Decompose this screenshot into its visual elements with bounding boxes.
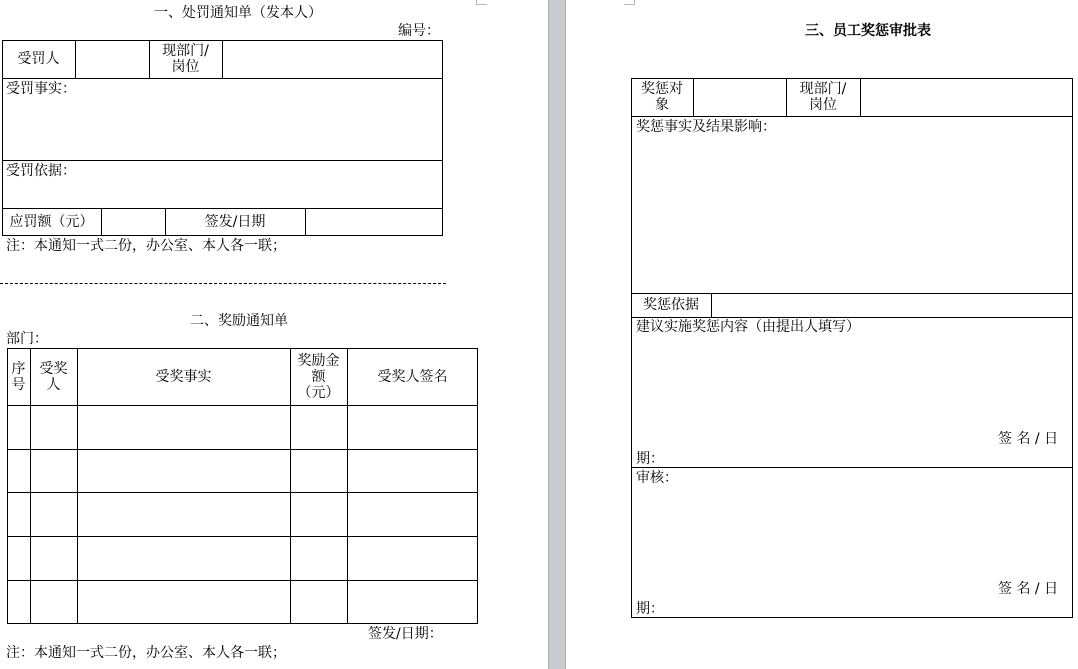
proposer-sign-date-label: 签 名 / 日 bbox=[998, 431, 1059, 447]
page-edge bbox=[565, 0, 566, 669]
suggestion-field[interactable] bbox=[632, 336, 1072, 428]
col-header-amount bbox=[290, 348, 347, 405]
page-gap bbox=[548, 0, 566, 669]
approval-form-title: 三、员工奖惩审批表 bbox=[805, 23, 931, 39]
reward-row-5[interactable] bbox=[8, 581, 477, 623]
col-header-facts bbox=[77, 348, 290, 405]
col-header-awardee-line1: 受奖 bbox=[39, 360, 68, 377]
target-field[interactable] bbox=[694, 79, 785, 115]
col-header-facts-text: 受奖事实 bbox=[155, 368, 212, 385]
penalty-issue-date-label-text: 签发/日期 bbox=[204, 214, 266, 230]
approval-dept-label bbox=[786, 78, 860, 116]
approval-basis-label bbox=[631, 293, 711, 317]
col-header-signature-text: 受奖人签名 bbox=[377, 368, 448, 385]
page-corner-mark bbox=[476, 0, 487, 5]
penalized-person-label-text: 受罚人 bbox=[17, 51, 60, 67]
penalty-notice-title: 一、处罚通知单（发本人） bbox=[154, 5, 322, 21]
penalty-basis-label: 受罚依据： bbox=[6, 163, 76, 179]
approval-facts-label: 奖惩事实及结果影响： bbox=[636, 119, 776, 135]
review-field[interactable] bbox=[632, 487, 1072, 579]
penalty-issue-date-field[interactable] bbox=[306, 209, 442, 235]
penalty-facts-field[interactable] bbox=[3, 98, 442, 159]
reward-note: 注：本通知一式二份，办公室、本人各一联； bbox=[6, 645, 286, 661]
table-rule bbox=[631, 467, 1073, 468]
proposer-sign-date-label-cont: 期： bbox=[636, 451, 664, 467]
col-header-no-line2: 号 bbox=[11, 376, 26, 393]
col-header-amount-line2: 额 bbox=[311, 368, 326, 385]
current-dept-label-line2: 岗位 bbox=[171, 59, 200, 75]
reward-row-4[interactable] bbox=[8, 537, 477, 580]
review-label: 审核： bbox=[636, 470, 678, 486]
penalty-issue-date-label bbox=[165, 208, 305, 236]
table-rule bbox=[631, 116, 1073, 117]
approval-dept-field[interactable] bbox=[861, 79, 1072, 115]
col-header-awardee-line2: 人 bbox=[46, 376, 61, 393]
current-dept-field[interactable] bbox=[223, 41, 442, 77]
target-label-line2: 象 bbox=[655, 97, 669, 113]
reward-dept-label: 部门： bbox=[6, 331, 48, 347]
suggestion-label: 建议实施奖惩内容（由提出人填写） bbox=[636, 319, 860, 335]
penalty-number-label: 编号： bbox=[398, 23, 440, 39]
approval-dept-label-line1: 现部门/ bbox=[799, 81, 847, 97]
col-header-no-line1: 序 bbox=[11, 360, 26, 377]
page-edge bbox=[548, 0, 549, 669]
col-header-amount-line1: 奖励金 bbox=[297, 352, 340, 369]
penalty-amount-field[interactable] bbox=[102, 209, 164, 235]
approval-dept-label-line2: 岗位 bbox=[809, 97, 837, 113]
current-dept-label-line1: 现部门/ bbox=[162, 43, 209, 59]
reward-row-1[interactable] bbox=[8, 406, 477, 449]
reviewer-sign-date-label-cont: 期： bbox=[636, 601, 664, 617]
target-label-line1: 奖惩对 bbox=[641, 81, 683, 97]
col-header-no bbox=[7, 348, 30, 405]
reward-issue-date-label: 签发/日期： bbox=[368, 626, 443, 642]
target-label bbox=[631, 78, 693, 116]
approval-basis-label-text: 奖惩依据 bbox=[643, 297, 699, 313]
cut-line bbox=[0, 283, 446, 284]
penalty-amount-label bbox=[2, 208, 101, 236]
col-header-signature bbox=[347, 348, 478, 405]
current-dept-label bbox=[149, 40, 222, 78]
table-rule bbox=[631, 317, 1073, 318]
page-corner-mark bbox=[624, 0, 635, 5]
table-rule bbox=[2, 78, 443, 79]
penalty-basis-field[interactable] bbox=[3, 180, 442, 207]
col-header-amount-line3: （元） bbox=[297, 384, 340, 401]
penalty-amount-label-text: 应罚额（元） bbox=[9, 214, 94, 230]
reward-row-3[interactable] bbox=[8, 493, 477, 536]
col-header-awardee bbox=[30, 348, 77, 405]
penalized-person-label bbox=[2, 40, 75, 78]
table-rule bbox=[2, 160, 443, 161]
penalty-note: 注：本通知一式二份，办公室、本人各一联； bbox=[6, 238, 286, 254]
reward-row-2[interactable] bbox=[8, 450, 477, 492]
penalty-facts-label: 受罚事实： bbox=[6, 81, 76, 97]
penalized-person-field[interactable] bbox=[76, 41, 148, 77]
reward-notice-title: 二、奖励通知单 bbox=[190, 313, 288, 329]
approval-facts-field[interactable] bbox=[632, 136, 1072, 292]
reviewer-sign-date-label: 签 名 / 日 bbox=[998, 581, 1059, 597]
approval-basis-field[interactable] bbox=[712, 294, 1072, 316]
